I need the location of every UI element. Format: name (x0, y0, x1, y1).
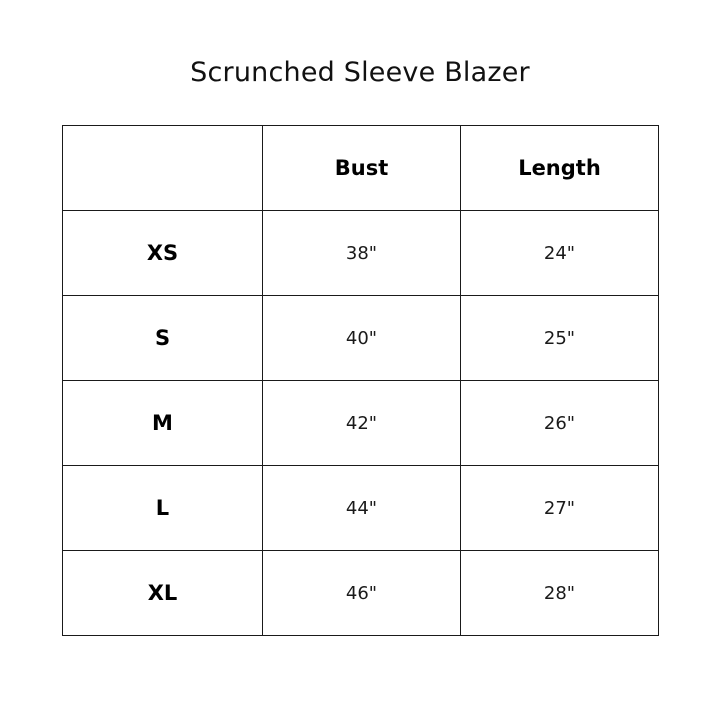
column-header-length: Length (461, 126, 659, 211)
bust-value-xs: 38" (263, 211, 461, 296)
length-value-xs: 24" (461, 211, 659, 296)
size-chart-table (62, 125, 659, 636)
length-value-l: 27" (461, 466, 659, 551)
bust-value-l: 44" (263, 466, 461, 551)
size-label-s: S (63, 296, 263, 381)
size-label-l: L (63, 466, 263, 551)
column-header-bust: Bust (263, 126, 461, 211)
length-value-xl: 28" (461, 551, 659, 636)
size-label-xl: XL (63, 551, 263, 636)
length-value-s: 25" (461, 296, 659, 381)
table-corner-cell (63, 126, 263, 211)
size-label-xs: XS (63, 211, 263, 296)
bust-value-xl: 46" (263, 551, 461, 636)
table-body (63, 211, 659, 636)
table-header-row (63, 126, 659, 211)
table-row (63, 296, 659, 381)
table-header (63, 126, 659, 211)
table-row (63, 381, 659, 466)
length-value-m: 26" (461, 381, 659, 466)
bust-value-m: 42" (263, 381, 461, 466)
table-row (63, 211, 659, 296)
page-title: Scrunched Sleeve Blazer (190, 57, 530, 88)
table-row (63, 551, 659, 636)
bust-value-s: 40" (263, 296, 461, 381)
table-row (63, 466, 659, 551)
size-chart-table-wrapper (62, 125, 658, 636)
size-label-m: M (63, 381, 263, 466)
